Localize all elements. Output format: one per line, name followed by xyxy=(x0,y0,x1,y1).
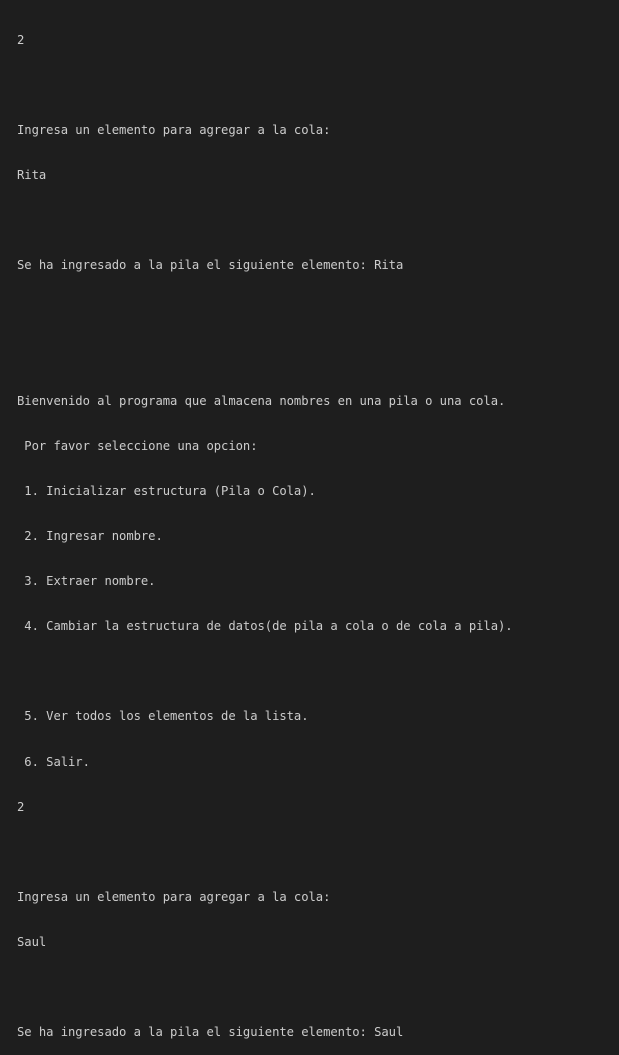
terminal-line: Bienvenido al programa que almacena nombres en una pila o una cola. xyxy=(17,393,506,408)
terminal-line: 2 xyxy=(17,799,25,814)
terminal-line xyxy=(17,212,619,229)
terminal-line: Por favor seleccione una opcion: xyxy=(17,438,258,453)
terminal-line: 6. Salir. xyxy=(17,754,90,769)
terminal-line: 5. Ver todos los elementos de la lista. xyxy=(17,709,309,724)
terminal-line: 1. Inicializar estructura (Pila o Cola). xyxy=(17,483,316,498)
terminal-line: Se ha ingresado a la pila el siguiente elemento: Rita xyxy=(17,258,404,273)
terminal-line: Rita xyxy=(17,168,47,183)
terminal-line xyxy=(17,303,619,320)
terminal-line: 3. Extraer nombre. xyxy=(17,574,156,589)
terminal-line: Se ha ingresado a la pila el siguiente elemento: Saul xyxy=(17,1025,404,1040)
terminal-line: Ingresa un elemento para agregar a la cola: xyxy=(17,889,331,904)
terminal-line: Saul xyxy=(17,934,47,949)
terminal-line: 2. Ingresar nombre. xyxy=(17,529,163,544)
terminal-line xyxy=(17,77,619,94)
terminal-line: 2 xyxy=(17,33,25,47)
terminal-line xyxy=(17,348,619,365)
terminal-line: Ingresa un elemento para agregar a la cola: xyxy=(17,123,331,138)
terminal-line: 4. Cambiar la estructura de datos(de pila a cola o de cola a pila). xyxy=(17,619,513,634)
terminal-line xyxy=(17,979,619,996)
terminal-line xyxy=(17,663,619,680)
terminal-line xyxy=(17,844,619,861)
